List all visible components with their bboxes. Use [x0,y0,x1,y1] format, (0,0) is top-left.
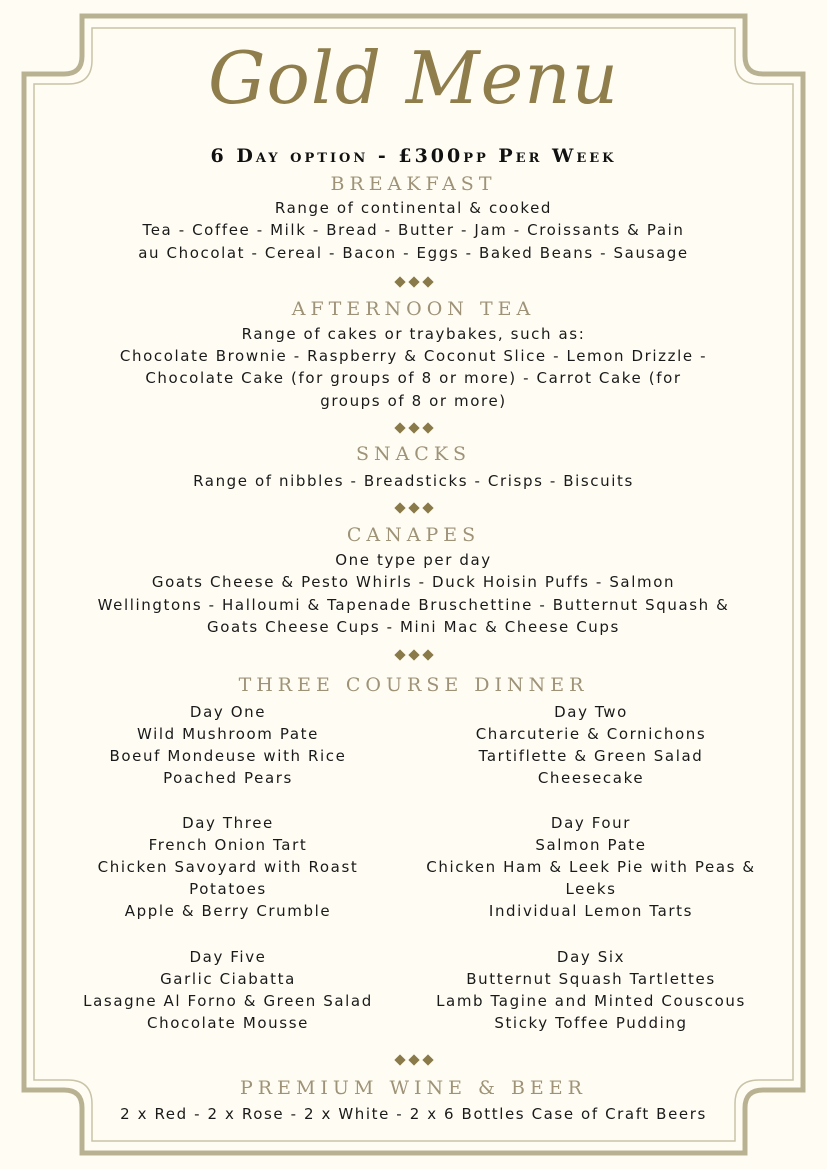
diamond-icon [408,276,419,287]
diamond-icon [408,1054,419,1065]
canapes-line: Wellingtons - Halloumi & Tapenade Bruschettine - Butternut Squash & [97,596,730,614]
afternoon-tea-line: Chocolate Cake (for groups of 8 or more) - Carrot Cake (for [145,369,682,387]
dish: Salmon Pate [535,836,647,854]
diamond-icon [394,649,405,660]
day-label: Day Five [189,948,267,966]
dish: Apple & Berry Crumble [124,902,332,920]
diamond-icon [422,649,433,660]
canapes-line: One type per day [335,551,492,569]
menu-title: Gold Menu [208,36,619,120]
diamond-icon [394,422,405,433]
snacks-heading: SNACKS [355,443,472,465]
canapes-line: Goats Cheese Cups - Mini Mac & Cheese Cups [207,618,620,636]
divider-diamonds [70,275,757,289]
diamond-icon [408,649,419,660]
divider-diamonds [70,501,757,515]
diamond-icon [394,502,405,513]
dish: Lasagne Al Forno & Green Salad [83,992,373,1010]
dish: Chocolate Mousse [147,1014,309,1032]
breakfast-line: Range of continental & cooked [274,199,553,217]
dish: Wild Mushroom Pate [137,725,319,743]
canapes-heading: CANAPES [346,524,481,546]
dish: Lamb Tagine and Minted Couscous [436,992,746,1010]
dish: Sticky Toffee Pudding [494,1014,688,1032]
wine-heading: PREMIUM WINE & BEER [240,1077,587,1099]
divider-diamonds [70,421,757,435]
dish: Charcuterie & Cornichons [475,725,707,743]
dinner-heading: THREE COURSE DINNER [238,674,589,696]
day-label: Day Four [550,814,632,832]
canapes-line: Goats Cheese & Pesto Whirls - Duck Hoisin Puffs - Salmon [151,573,676,591]
diamond-icon [422,422,433,433]
divider-diamonds [70,648,757,662]
snacks-line: Range of nibbles - Breadsticks - Crisps - Biscuits [193,472,634,490]
afternoon-tea-line: groups of 8 or more) [320,392,507,410]
day-two [421,701,761,789]
dish: Cheesecake [537,769,645,787]
diamond-icon [394,1054,405,1065]
day-three [58,812,398,922]
dish: Chicken Savoyard with Roast Potatoes [97,858,359,898]
day-one [58,701,398,789]
dish: Butternut Squash Tartlettes [466,970,716,988]
day-label: Day Three [182,814,274,832]
diamond-icon [394,276,405,287]
day-six [411,946,751,1034]
diamond-icon [422,1054,433,1065]
diamond-icon [408,502,419,513]
breakfast-heading: BREAKFAST [330,173,497,195]
dish: Individual Lemon Tarts [488,902,694,920]
afternoon-tea-line: Chocolate Brownie - Raspberry & Coconut Slice - Lemon Drizzle - [119,347,708,365]
dish: Boeuf Mondeuse with Rice [109,747,347,765]
afternoon-tea-heading: AFTERNOON TEA [291,298,536,320]
afternoon-tea-line: Range of cakes or traybakes, such as: [241,325,586,343]
wine-line: 2 x Red - 2 x Rose - 2 x White - 2 x 6 Bottles Case of Craft Beers [120,1105,707,1123]
day-label: Day Six [556,948,626,966]
day-label: Day Two [554,703,628,721]
diamond-icon [408,422,419,433]
day-label: Day One [189,703,267,721]
diamond-icon [422,276,433,287]
divider-diamonds [70,1053,757,1067]
diamond-icon [422,502,433,513]
dish: Tartiflette & Green Salad [478,747,704,765]
breakfast-line: Tea - Coffee - Milk - Bread - Butter - Jam - Croissants & Pain [142,221,685,239]
day-five [58,946,398,1034]
dish: Poached Pears [163,769,293,787]
breakfast-line: au Chocolat - Cereal - Bacon - Eggs - Baked Beans - Sausage [138,244,689,262]
dish: Garlic Ciabatta [160,970,296,988]
menu-subtitle: 6 Day option - £300pp Per Week [210,145,617,167]
dish: Chicken Ham & Leek Pie with Peas & Leeks [426,858,756,898]
day-four [411,812,756,922]
dish: French Onion Tart [148,836,308,854]
